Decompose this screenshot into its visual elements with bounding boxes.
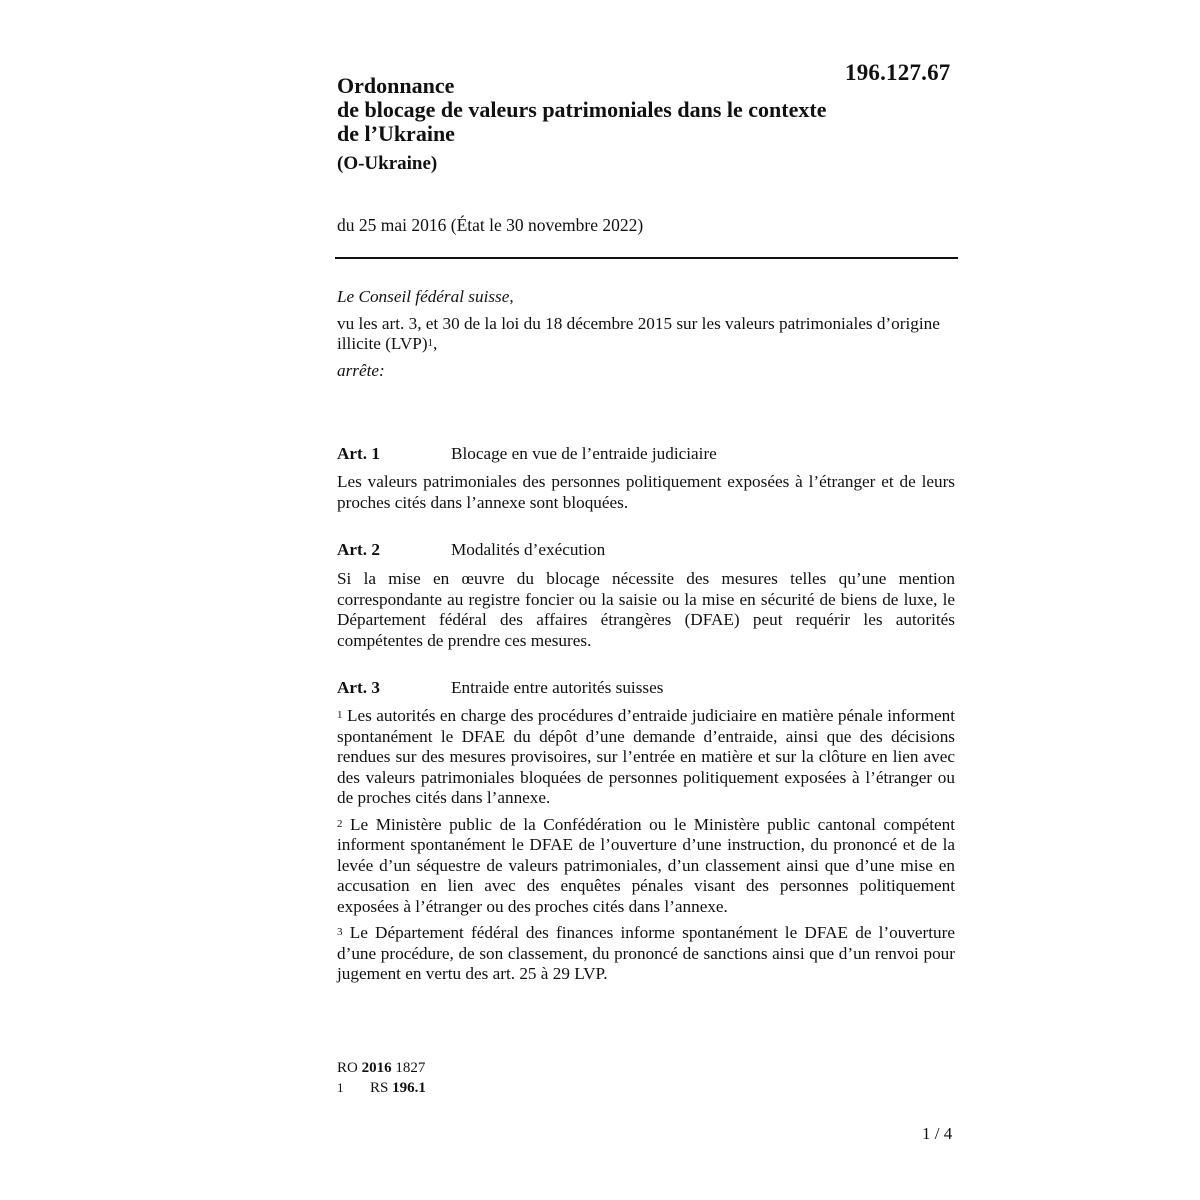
- article-heading: [337, 540, 605, 560]
- rs-link[interactable]: 196.1: [392, 1080, 426, 1096]
- article-title: Modalités d’exécution: [451, 540, 606, 559]
- footnotes: [337, 1058, 426, 1098]
- preamble-basis: vu les art. 3, et 30 de la loi du 18 décembre 2015 sur les valeurs patrimoniales d’origine illicite (LVP)$^1$,: [337, 313, 940, 353]
- short-title: (O-Ukraine): [337, 153, 438, 174]
- article-heading: [337, 444, 717, 464]
- footnote-ref[interactable]: 1: [427, 337, 434, 349]
- footnote-mark: 1: [337, 1080, 344, 1095]
- article-paragraph: Les valeurs patrimoniales des personnes politiquement exposées à l’étranger et de leurs proches cités dans l’annexe sont bloquées.: [337, 472, 955, 512]
- title-line: de blocage de valeurs patrimoniales dans le contexte: [337, 97, 827, 122]
- article-title: Entraide entre autorités suisses: [451, 678, 664, 697]
- footnote-1: 1 RS 196.1: [337, 1080, 426, 1096]
- article-number: Art. 3: [337, 678, 380, 697]
- sr-number: 196.127.67: [845, 60, 951, 85]
- article-heading: [337, 678, 663, 698]
- article-body: [337, 472, 955, 519]
- article-number: Art. 2: [337, 540, 380, 559]
- paragraph-mark: 2: [337, 817, 343, 830]
- article-body: [337, 706, 955, 991]
- article-paragraph: $^1$ Les autorités en charge des procédures d’entraide judiciaire en matière pénale informent spontanément le DFAE du dépôt d’une demande d’entraide, ainsi que des décisions rendues sur des mesures provisoires, sur l’entrée en matière et sur la clôture en lien avec des valeurs patrimoniales bloquées de personnes politiquement exposées à l’étranger ou de proches cités dans l’annexe.: [337, 706, 955, 807]
- preamble-basis-text: vu les art. 3, et 30 de la loi du 18 décembre 2015 sur les valeurs patrimoniales d’origine illicite (LVP): [337, 313, 940, 353]
- article-title: Blocage en vue de l’entraide judiciaire: [451, 444, 717, 463]
- paragraph-mark: 3: [337, 926, 343, 938]
- article-paragraph: Si la mise en œuvre du blocage nécessite des mesures telles qu’une mention correspondante au registre foncier ou la saisie ou la mise en sécurité de biens de luxe, le Département fédéral des affaires étrangères (DFAE) peut requérir les autorités compétentes de prendre ces mesures.: [337, 569, 955, 650]
- document-date: du 25 mai 2016 (État le 30 novembre 2022): [337, 215, 644, 235]
- article-paragraph: $^3$ Le Département fédéral des finances informe spontanément le DFAE de l’ouverture d’une procédure, de son classement, du prononcé de sanctions ainsi que d’un renvoi pour jugement en vertu des art. 25 à 29 LVP.: [337, 923, 956, 983]
- article-paragraph: $^2$ Le Ministère public de la Confédération ou le Ministère public cantonal compétent informent spontanément le DFAE de l’ouverture d’une instruction, du prononcé et de la levée d’un séquestre de valeurs patrimoniales, d’un classement ainsi que d’une mise en accusation en lien avec des enquêtes pénales visant des personnes politiquement exposées à l’étranger ou des proches cités dans l’annexe.: [337, 814, 955, 916]
- preamble: [337, 287, 957, 387]
- article-number: Art. 1: [337, 444, 380, 463]
- page-number: 1 / 4: [922, 1124, 953, 1143]
- article-body: [337, 569, 955, 657]
- preamble-authority: Le Conseil fédéral suisse,: [337, 287, 514, 306]
- title-line: Ordonnance: [337, 73, 455, 98]
- paragraph-mark: 1: [337, 709, 343, 721]
- title-line: de l’Ukraine: [337, 121, 455, 146]
- preamble-decree: arrête:: [337, 360, 385, 380]
- title-divider: [335, 257, 958, 259]
- document-title: [337, 74, 897, 146]
- ro-reference: RO 2016 1827: [337, 1060, 426, 1076]
